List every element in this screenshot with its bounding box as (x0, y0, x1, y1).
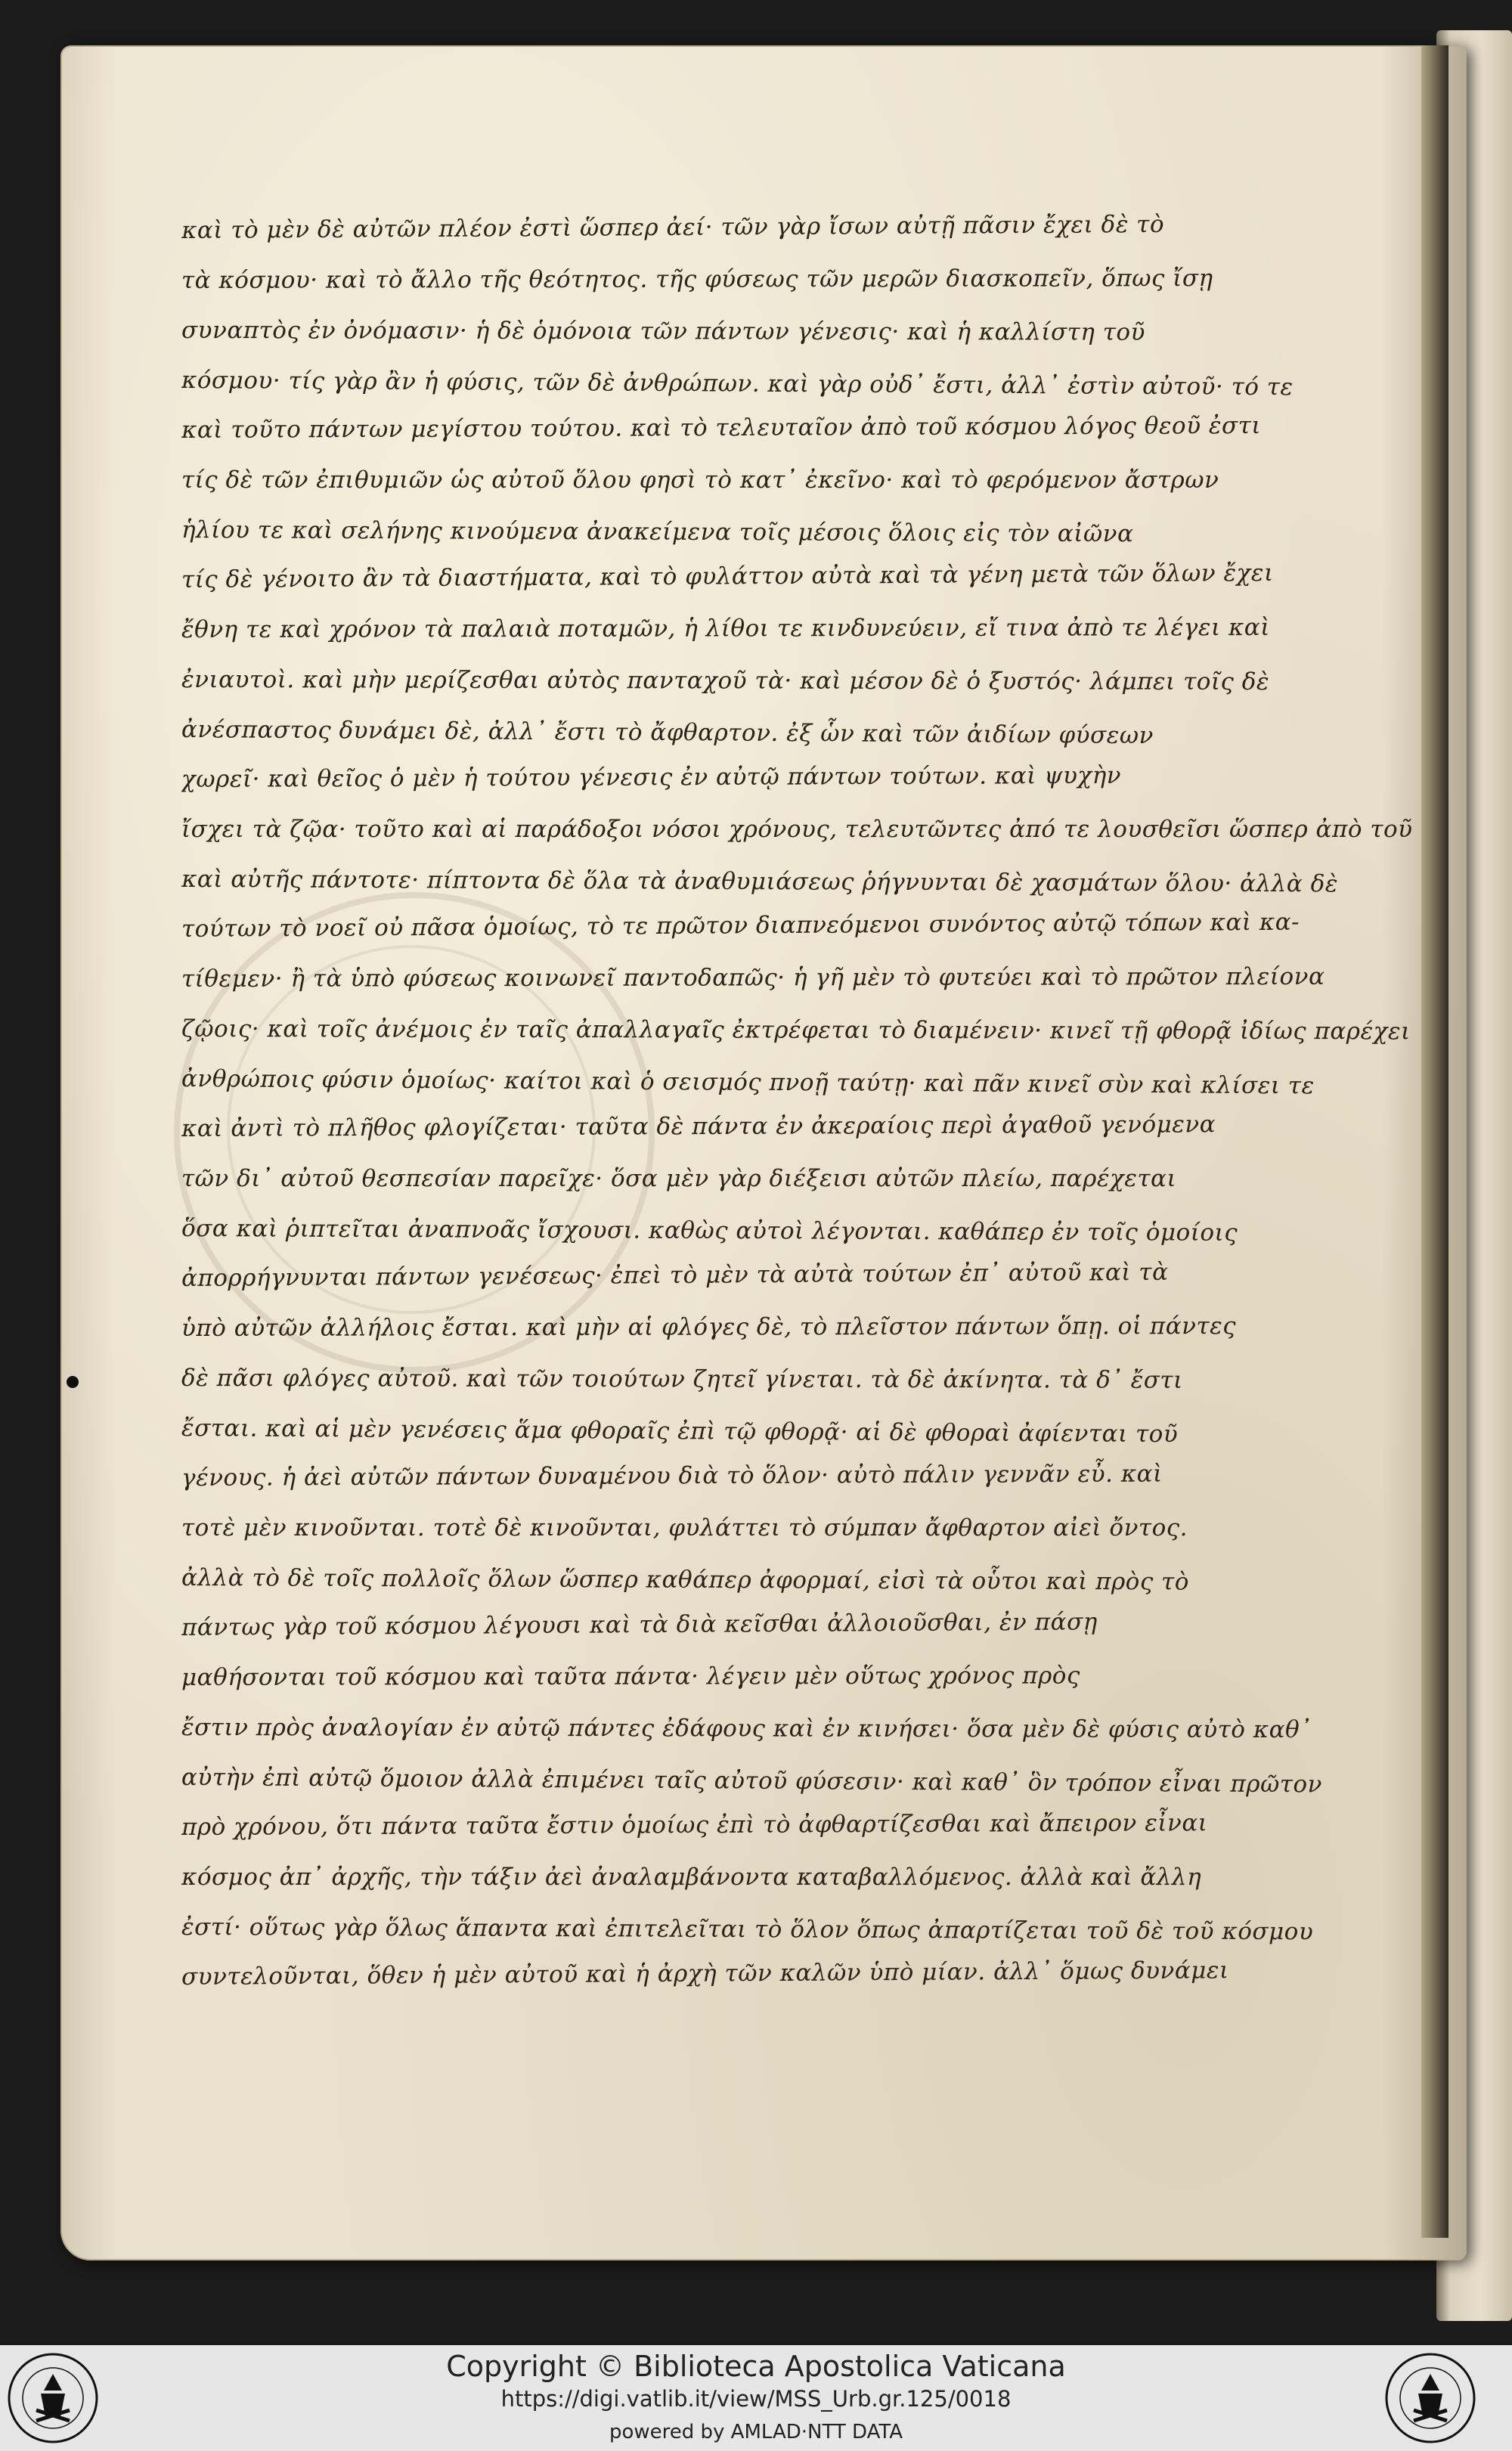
manuscript-line: τίθεμεν· ἢ τὰ ὑπὸ φύσεως κοινωνεῖ παντοδαπῶς· ἡ γῆ μὲν τὸ φυτεύει καὶ τὸ πρῶτον πλείονα (181, 962, 1325, 993)
copyright-footer (0, 2345, 1512, 2451)
manuscript-line: ἔθνη τε καὶ χρόνον τὰ παλαιὰ ποταμῶν, ἡ λίθοι τε κινδυνεύειν, εἴ τινα ἀπὸ τε λέγει καὶ (181, 613, 1270, 643)
manuscript-line: ἀνθρώποις φύσιν ὁμοίως· καίτοι καὶ ὁ σεισμός πνοῇ ταύτῃ· καὶ πᾶν κινεῖ σὺν καὶ κλίσει τε (181, 1065, 1315, 1100)
manuscript-url-link[interactable]: https://digi.vatlib.it/view/MSS_Urb.gr.125/0018 (500, 2386, 1012, 2412)
manuscript-line: ἴσχει τὰ ζῷα· τοῦτο καὶ αἱ παράδοξοι νόσοι χρόνους, τελευτῶντες ἀπό τε λουσθεῖσι ὥσπερ ἀπὸ τοῦ (181, 816, 1413, 843)
manuscript-line: ἀνέσπαστος δυνάμει δὲ, ἀλλ᾽ ἔστι τὸ ἄφθαρτον. ἐξ ὧν καὶ τῶν ἀιδίων φύσεων (181, 716, 1154, 750)
manuscript-line: κόσμος ἀπ᾽ ἀρχῆς, τὴν τάξιν ἀεὶ ἀναλαμβάνοντα καταβαλλόμενος. ἀλλὰ καὶ ἄλλη (181, 1864, 1202, 1891)
binding-gutter (1421, 45, 1448, 2238)
manuscript-line: δὲ πᾶσι φλόγες αὐτοῦ. καὶ τῶν τοιούτων ζητεῖ γίνεται. τὰ δὲ ἀκίνητα. τὰ δ᾽ ἔστι (181, 1365, 1183, 1394)
manuscript-line: ὑπὸ αὐτῶν ἀλλήλοις ἔσται. καὶ μὴν αἱ φλόγες δὲ, τὸ πλεῖστον πάντων ὅπῃ. οἱ πάντες (181, 1312, 1237, 1342)
manuscript-line: ἀπορρήγνυνται πάντων γενέσεως· ἐπεὶ τὸ μὲν τὰ αὐτὰ τούτων ἐπ᾽ αὐτοῦ καὶ τὰ (181, 1258, 1169, 1292)
manuscript-line: τῶν δι᾽ αὐτοῦ θεσπεσίαν παρεῖχε· ὅσα μὲν γὰρ διέξεισι αὐτῶν πλείω, παρέχεται (181, 1165, 1177, 1192)
manuscript-line: ζῷοις· καὶ τοῖς ἀνέμοις ἐν ταῖς ἀπαλλαγαῖς ἐκτρέφεται τὸ διαμένειν· κινεῖ τῇ φθορᾷ ἰδίως παρέχει (181, 1015, 1411, 1046)
manuscript-line: ἔστιν πρὸς ἀναλογίαν ἐν αὐτῷ πάντες ἐδάφους καὶ ἐν κινήσει· ὅσα μὲν δὲ φύσις αὐτὸ καθ᾽ (181, 1714, 1312, 1744)
manuscript-line: μαθήσονται τοῦ κόσμου καὶ ταῦτα πάντα· λέγειν μὲν οὕτως χρόνος πρὸς (181, 1662, 1080, 1691)
manuscript-text-block (181, 204, 1421, 2049)
manuscript-line: τοτὲ μὲν κινοῦνται. τοτὲ δὲ κινοῦνται, φυλάττει τὸ σύμπαν ἄφθαρτον αἰεὶ ὄντος. (181, 1514, 1188, 1542)
manuscript-line: γένους. ἡ ἀεὶ αὐτῶν πάντων δυναμένου διὰ τὸ ὅλον· αὐτὸ πάλιν γεννᾶν εὖ. καὶ (181, 1460, 1163, 1492)
manuscript-line: ἐνιαυτοὶ. καὶ μὴν μερίζεσθαι αὐτὸς πανταχοῦ τὰ· καὶ μέσον δὲ ὁ ξυστός· λάμπει τοῖς δὲ (181, 666, 1270, 696)
manuscript-line: ἀλλὰ τὸ δὲ τοῖς πολλοῖς ὅλων ὥσπερ καθάπερ ἀφορμαί, εἰσὶ τὰ οὗτοι καὶ πρὸς τὸ (181, 1564, 1189, 1596)
manuscript-line: ἐστί· οὕτως γὰρ ὅλως ἅπαντα καὶ ἐπιτελεῖται τὸ ὅλον ὅπως ἀπαρτίζεται τοῦ δὲ τοῦ κόσμου (181, 1913, 1314, 1946)
manuscript-line: καὶ ἀντὶ τὸ πλῆθος φλογίζεται· ταῦτα δὲ πάντα ἐν ἀκεραίοις περὶ ἀγαθοῦ γενόμενα (181, 1111, 1216, 1142)
manuscript-line: ὅσα καὶ ῥιπτεῖται ἀναπνοᾶς ἴσχουσι. καθὼς αὐτοὶ λέγονται. καθάπερ ἐν τοῖς ὁμοίοις (181, 1215, 1238, 1247)
vatican-library-logo-right (1383, 2351, 1477, 2445)
powered-by-text: powered by AMLAD·NTT DATA (609, 2421, 903, 2443)
manuscript-line: συντελοῦνται, ὅθεν ἡ μὲν αὐτοῦ καὶ ἡ ἀρχὴ τῶν καλῶν ὑπὸ μίαν. ἀλλ᾽ ὅμως δυνάμει (181, 1957, 1229, 1991)
manuscript-line: πάντως γὰρ τοῦ κόσμου λέγουσι καὶ τὰ διὰ κεῖσθαι ἀλλοιοῦσθαι, ἐν πάσῃ (181, 1608, 1098, 1641)
manuscript-line: τίς δὲ τῶν ἐπιθυμιῶν ὡς αὐτοῦ ὅλου φησὶ τὸ κατ᾽ ἐκεῖνο· καὶ τὸ φερόμενον ἄστρων (181, 466, 1219, 494)
manuscript-line: τούτων τὸ νοεῖ οὐ πᾶσα ὁμοίως, τὸ τε πρῶτον διαπνεόμενοι συνόντος αὐτῷ τόπων καὶ κα- (181, 908, 1300, 943)
manuscript-line: καὶ τοῦτο πάντων μεγίστου τούτου. καὶ τὸ τελευταῖον ἀπὸ τοῦ κόσμου λόγος θεοῦ ἐστι (181, 412, 1262, 444)
manuscript-line: ἡλίου τε καὶ σελήνης κινούμενα ἀνακείμενα τοῖς μέσοις ὅλοις εἰς τὸν αἰῶνα (181, 516, 1134, 548)
manuscript-line: πρὸ χρόνου, ὅτι πάντα ταῦτα ἔστιν ὁμοίως ἐπὶ τὸ ἀφθαρτίζεσθαι καὶ ἄπειρον εἶναι (181, 1809, 1208, 1841)
manuscript-line: τίς δὲ γένοιτο ἂν τὰ διαστήματα, καὶ τὸ φυλάττον αὐτὰ καὶ τὰ γένη μετὰ τῶν ὅλων ἔχει (181, 559, 1274, 593)
manuscript-line: καὶ αὐτῆς πάντοτε· πίπτοντα δὲ ὅλα τὰ ἀναθυμιάσεως ῥήγνυνται δὲ χασμάτων ὅλου· ἀλλὰ δὲ (181, 866, 1338, 898)
manuscript-line: τὰ κόσμου· καὶ τὸ ἄλλο τῆς θεότητος. τῆς φύσεως τῶν μερῶν διασκοπεῖν, ὅπως ἴσῃ (181, 265, 1213, 294)
page-hole (67, 1376, 79, 1388)
copyright-text: Copyright © Biblioteca Apostolica Vaticana (446, 2350, 1066, 2383)
manuscript-line: συναπτὸς ἐν ὀνόμασιν· ἡ δὲ ὁμόνοια τῶν πάντων γένεσις· καὶ ἡ καλλίστη τοῦ (181, 317, 1145, 346)
manuscript-line: ἔσται. καὶ αἱ μὲν γενέσεις ἅμα φθοραῖς ἐπὶ τῷ φθορᾷ· αἱ δὲ φθοραὶ ἀφίενται τοῦ (181, 1415, 1179, 1449)
manuscript-line: καὶ τὸ μὲν δὲ αὐτῶν πλέον ἐστὶ ὥσπερ ἀεί· τῶν γὰρ ἴσων αὐτῇ πᾶσιν ἔχει δὲ τὸ (181, 210, 1165, 244)
manuscript-line: χωρεῖ· καὶ θεῖος ὁ μὲν ἡ τούτου γένεσις ἐν αὐτῷ πάντων τούτων. καὶ ψυχὴν (181, 761, 1122, 793)
manuscript-line: κόσμου· τίς γὰρ ἂν ἡ φύσις, τῶν δὲ ἀνθρώπων. καὶ γὰρ οὐδ᾽ ἔστι, ἀλλ᾽ ἐστὶν αὐτοῦ· τό τε (181, 367, 1294, 401)
manuscript-line: αὐτὴν ἐπὶ αὐτῷ ὅμοιον ἀλλὰ ἐπιμένει ταῖς αὐτοῦ φύσεσιν· καὶ καθ᾽ ὃν τρόπον εἶναι πρῶτον (181, 1764, 1323, 1799)
